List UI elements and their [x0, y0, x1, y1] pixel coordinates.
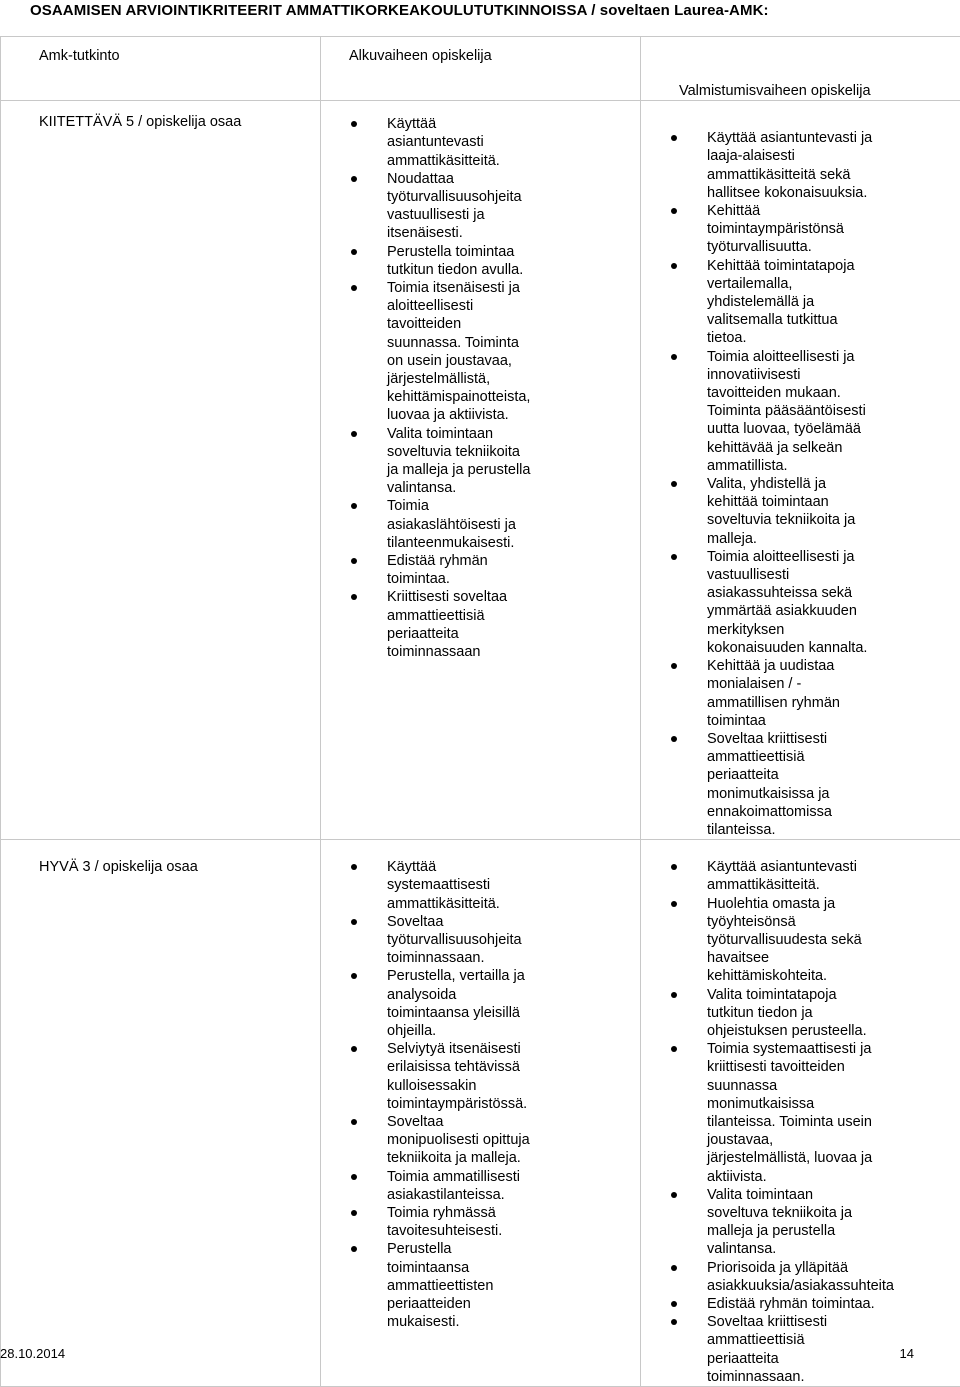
criteria-table [0, 36, 960, 1387]
list-item: Perustella toimintaansa ammattieettisten periaatteiden mukaisesti. [351, 1240, 535, 1331]
list-item: Käyttää systemaattisesti ammattikäsitteitä. [351, 858, 535, 913]
list-item: Toimia aloitteellisesti ja vastuullisesti asiakassuhteissa sekä ymmärtää asiakkuuden merkityksen kokonaisuuden kannalta. [671, 548, 876, 657]
list-item: Priorisoida ja ylläpitää asiakkuuksia/asiakassuhteita [671, 1259, 876, 1295]
list-item: Perustella toimintaa tutkitun tiedon avulla. [351, 243, 535, 279]
page-number: 14 [900, 1346, 914, 1361]
list-item: Kehittää toimintaympäristönsä työturvallisuutta. [671, 202, 876, 257]
list-item: Huolehtia omasta ja työyhteisönsä työturvallisuudesta sekä havaitsee kehittämiskohteita. [671, 895, 876, 986]
list-item: Toimia ryhmässä tavoitesuhteisesti. [351, 1204, 535, 1240]
alkuvaihe-cell [321, 840, 641, 1387]
grade-label: KIITETTÄVÄ 5 / opiskelija osaa [1, 101, 321, 840]
list-item: Toimia systemaattisesti ja kriittisesti tavoitteiden suunnassa monimutkaisissa tilanteissa. Toiminta usein joustavaa, järjestelmällistä, luovaa ja aktiivista. [671, 1040, 876, 1186]
list-item: Valita toimintatapoja tutkitun tiedon ja ohjeistuksen perusteella. [671, 986, 876, 1041]
list-item: Toimia aloitteellisesti ja innovatiivisesti tavoitteiden mukaan. Toiminta pääsääntöisesti uutta luovaa, työelämää kehittävää ja selkeän ammatillista. [671, 348, 876, 475]
header-valmistumisvaihe: Valmistumisvaiheen opiskelija [641, 37, 960, 101]
list-item: Noudattaa työturvallisuusohjeita vastuullisesti ja itsenäisesti. [351, 170, 535, 243]
list-item: Soveltaa kriittisesti ammattieettisiä periaatteita toiminnassaan. [671, 1313, 876, 1386]
grade-label: HYVÄ 3 / opiskelija osaa [1, 840, 321, 1387]
criteria-list [351, 115, 535, 661]
list-item: Kehittää toimintatapoja vertailemalla, yhdistelemällä ja valitsemalla tutkittua tietoa. [671, 257, 876, 348]
valmistumisvaihe-cell [641, 101, 960, 840]
header-alkuvaihe: Alkuvaiheen opiskelija [321, 37, 641, 101]
criteria-list [671, 129, 876, 839]
list-item: Toimia asiakaslähtöisesti ja tilanteenmukaisesti. [351, 497, 535, 552]
list-item: Valita, yhdistellä ja kehittää toimintaan soveltuvia tekniikoita ja malleja. [671, 475, 876, 548]
header-row [1, 37, 960, 101]
document-title: OSAAMISEN ARVIOINTIKRITEERIT AMMATTIKORKEAKOULUTUTKINNOISSA / soveltaen Laurea-AMK: [30, 2, 769, 19]
grade-row-hyva [1, 840, 960, 1387]
list-item: Soveltaa kriittisesti ammattieettisiä periaatteita monimutkaisissa ja ennakoimattomissa tilanteissa. [671, 730, 876, 839]
list-item: Kehittää ja uudistaa monialaisen / -ammatillisen ryhmän toimintaa [671, 657, 876, 730]
list-item: Toimia itsenäisesti ja aloitteellisesti tavoitteiden suunnassa. Toiminta on usein joustavaa, järjestelmällistä, kehittämispainotteista, luovaa ja aktiivista. [351, 279, 535, 425]
criteria-list [671, 858, 876, 1386]
footer-date: 28.10.2014 [0, 1346, 65, 1361]
list-item: Selviytyä itsenäisesti erilaisissa tehtävissä kulloisessakin toimintaympäristössä. [351, 1040, 535, 1113]
list-item: Kriittisesti soveltaa ammattieettisiä periaatteita toiminnassaan [351, 588, 535, 661]
list-item: Edistää ryhmän toimintaa. [351, 552, 535, 588]
criteria-list [351, 858, 535, 1331]
header-amk-tutkinto: Amk-tutkinto [1, 37, 321, 101]
list-item: Perustella, vertailla ja analysoida toimintaansa yleisillä ohjeilla. [351, 967, 535, 1040]
list-item: Valita toimintaan soveltuvia tekniikoita ja malleja ja perustella valintansa. [351, 425, 535, 498]
list-item: Valita toimintaan soveltuva tekniikoita ja malleja ja perustella valintansa. [671, 1186, 876, 1259]
list-item: Käyttää asiantuntevasti ammattikäsitteitä. [671, 858, 876, 894]
list-item: Edistää ryhmän toimintaa. [671, 1295, 876, 1313]
list-item: Soveltaa työturvallisuusohjeita toiminnassaan. [351, 913, 535, 968]
alkuvaihe-cell [321, 101, 641, 840]
list-item: Käyttää asiantuntevasti ammattikäsitteitä. [351, 115, 535, 170]
list-item: Soveltaa monipuolisesti opittuja tekniikoita ja malleja. [351, 1113, 535, 1168]
list-item: Toimia ammatillisesti asiakastilanteissa. [351, 1168, 535, 1204]
list-item: Käyttää asiantuntevasti ja laaja-alaisesti ammattikäsitteitä sekä hallitsee kokonaisuuksia. [671, 129, 876, 202]
valmistumisvaihe-cell [641, 840, 960, 1387]
grade-row-kiitettava [1, 101, 960, 840]
